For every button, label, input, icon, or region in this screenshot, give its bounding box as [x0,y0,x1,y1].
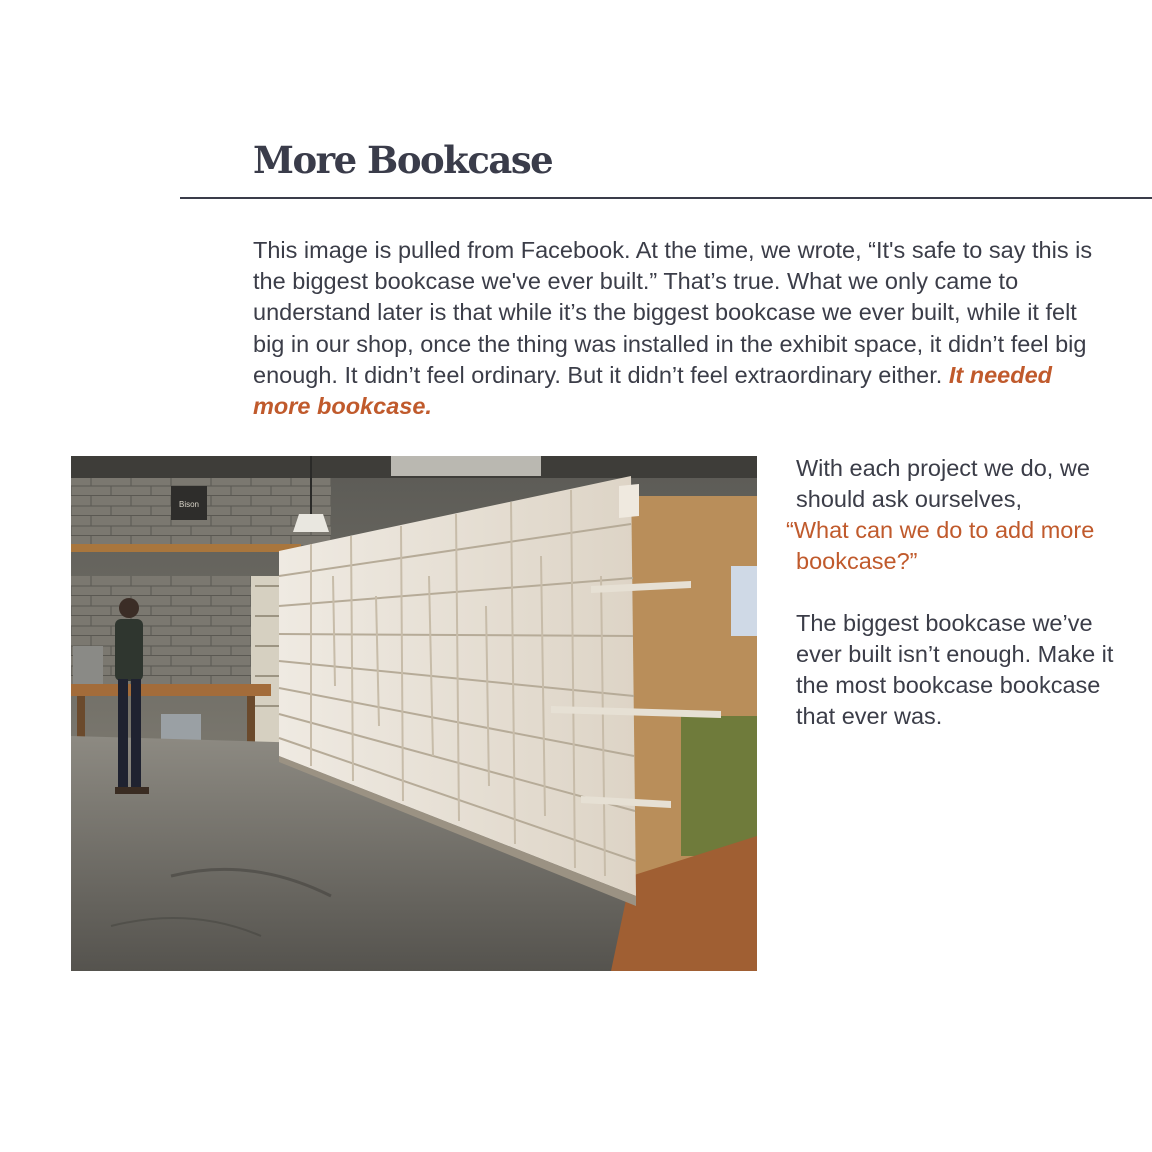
side-text-1: With each project we do, we should ask ourselves, [796,455,1090,512]
storage-bin [161,714,201,740]
hanging-lamp [293,514,329,532]
title-divider [180,197,1152,199]
window [731,566,757,636]
bison-sign-text: Bison [178,500,200,509]
workbench [71,684,271,696]
ceiling-light [391,456,541,476]
bookcase-photo [71,456,757,971]
green-panel [681,716,757,856]
page-title: More Bookcase [253,138,553,182]
side-question: “What can we do to add more bookcase?” [786,517,1095,574]
intro-paragraph [253,235,1093,422]
sidebar-callout [786,453,1116,732]
loft-beam [71,544,301,552]
storage-rack [251,576,283,746]
intro-text: This image is pulled from Facebook. At the time, we wrote, “It's safe to say this is the biggest bookcase we've ever built.” That’s true. What we only came to understand later is that while it’s the biggest bookcase we ever built, while it felt big in our shop, once the thing was installed in the exhibit space, it didn’t feel big enough. It didn’t feel ordinary. But it didn’t feel extraordinary either. [253,237,1093,388]
side-text-2: The biggest bookcase we’ve ever built isn’t enough. Make it the most bookcase bookcase that ever was. [796,610,1114,729]
intro-emphasis: It needed more bookcase. [253,361,1053,420]
